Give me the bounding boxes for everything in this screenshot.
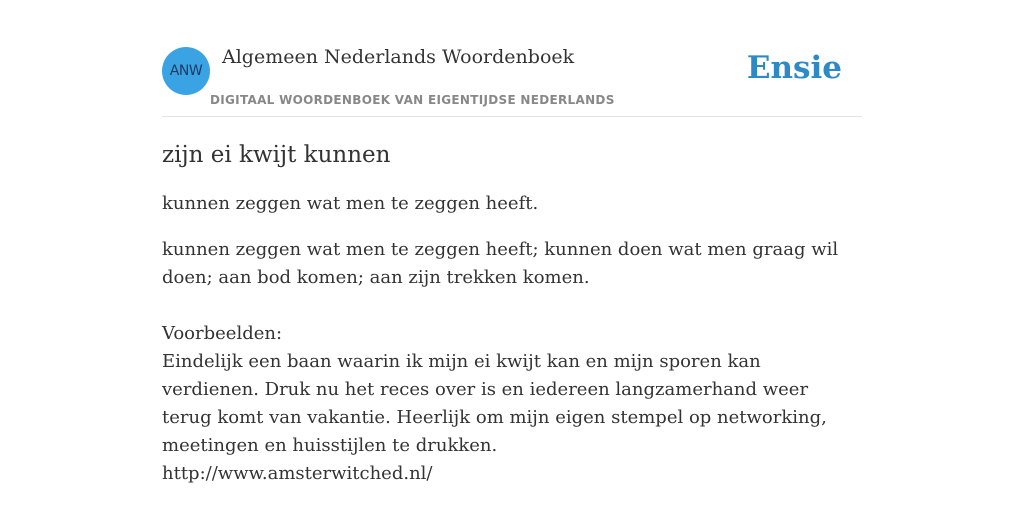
short-definition: kunnen zeggen wat men te zeggen heeft. — [162, 193, 539, 214]
site-subtitle: DIGITAAL WOORDENBOEK VAN EIGENTIJDSE NEDERLANDS — [210, 93, 615, 107]
ensie-brand-link[interactable]: Ensie — [746, 50, 842, 86]
site-header — [162, 46, 862, 117]
entry-headword: zijn ei kwijt kunnen — [162, 142, 391, 168]
example-source-link[interactable]: http://www.amsterwitched.nl/ — [162, 463, 433, 484]
spacer — [162, 292, 862, 320]
site-title[interactable]: Algemeen Nederlands Woordenboek — [222, 46, 575, 68]
anw-logo[interactable] — [162, 47, 210, 95]
entry-content — [162, 138, 862, 488]
example-text: Eindelijk een baan waarin ik mijn ei kwijt kan en mijn sporen kan verdienen. Druk nu het reces over is en iedereen langzamerhand weer terug komt van vakantie. Heerlijk om mijn eigen stempel op networking, meetingen en huisstijlen te drukken. — [162, 351, 827, 456]
logo-text: ANW — [169, 63, 203, 79]
examples-label: Voorbeelden: — [162, 323, 283, 344]
full-definition: kunnen zeggen wat men te zeggen heeft; kunnen doen wat men graag wil doen; aan bod komen; aan zijn trekken komen. — [162, 239, 839, 288]
